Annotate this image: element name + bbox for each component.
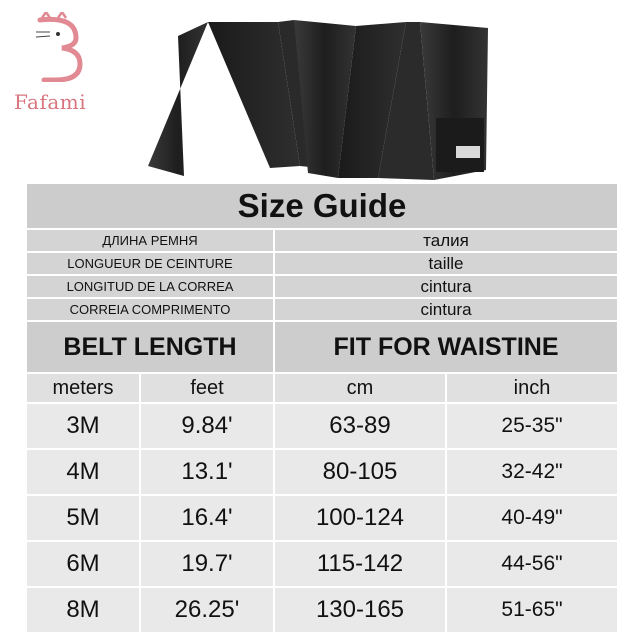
- size-guide-table: [25, 182, 619, 634]
- cell-inch: 25-35": [446, 403, 618, 449]
- cell-meters: 3M: [26, 403, 140, 449]
- cell-meters: 4M: [26, 449, 140, 495]
- unit-inch: inch: [446, 373, 618, 403]
- table-row: [26, 587, 618, 633]
- cell-cm: 63-89: [274, 403, 446, 449]
- language-row: [26, 275, 618, 298]
- cell-feet: 16.4': [140, 495, 274, 541]
- belt-length-label-ru: ДЛИНА РЕМНЯ: [26, 229, 274, 252]
- table-row: [26, 495, 618, 541]
- cell-meters: 5M: [26, 495, 140, 541]
- cell-cm: 80-105: [274, 449, 446, 495]
- size-guide-title: Size Guide: [26, 183, 618, 229]
- brand-name: Fafami: [14, 90, 87, 114]
- table-row: [26, 403, 618, 449]
- cell-inch: 40-49": [446, 495, 618, 541]
- language-row: [26, 298, 618, 321]
- cell-inch: 32-42": [446, 449, 618, 495]
- language-row: [26, 252, 618, 275]
- cell-feet: 9.84': [140, 403, 274, 449]
- belt-length-label-es: LONGITUD DE LA CORREA: [26, 275, 274, 298]
- cell-feet: 26.25': [140, 587, 274, 633]
- cell-cm: 130-165: [274, 587, 446, 633]
- unit-meters: meters: [26, 373, 140, 403]
- cell-cm: 100-124: [274, 495, 446, 541]
- cell-feet: 13.1': [140, 449, 274, 495]
- brand-logo: [14, 12, 124, 112]
- cell-inch: 44-56": [446, 541, 618, 587]
- table-row: [26, 541, 618, 587]
- waist-label-fr: taille: [274, 252, 618, 275]
- cell-meters: 6M: [26, 541, 140, 587]
- cell-meters: 8M: [26, 587, 140, 633]
- belt-length-header: BELT LENGTH: [26, 321, 274, 373]
- cat-logo-icon: [36, 12, 84, 82]
- waist-label-ru: талия: [274, 229, 618, 252]
- unit-cm: cm: [274, 373, 446, 403]
- waist-label-es: cintura: [274, 275, 618, 298]
- belt-length-label-fr: LONGUEUR DE CEINTURE: [26, 252, 274, 275]
- cell-feet: 19.7': [140, 541, 274, 587]
- waist-label-pt: cintura: [274, 298, 618, 321]
- cell-cm: 115-142: [274, 541, 446, 587]
- unit-feet: feet: [140, 373, 274, 403]
- table-row: [26, 449, 618, 495]
- waistline-header: FIT FOR WAISTINE: [274, 321, 618, 373]
- belt-length-label-pt: CORREIA COMPRIMENTO: [26, 298, 274, 321]
- belt-product-image: [148, 18, 493, 180]
- language-row: [26, 229, 618, 252]
- cell-inch: 51-65": [446, 587, 618, 633]
